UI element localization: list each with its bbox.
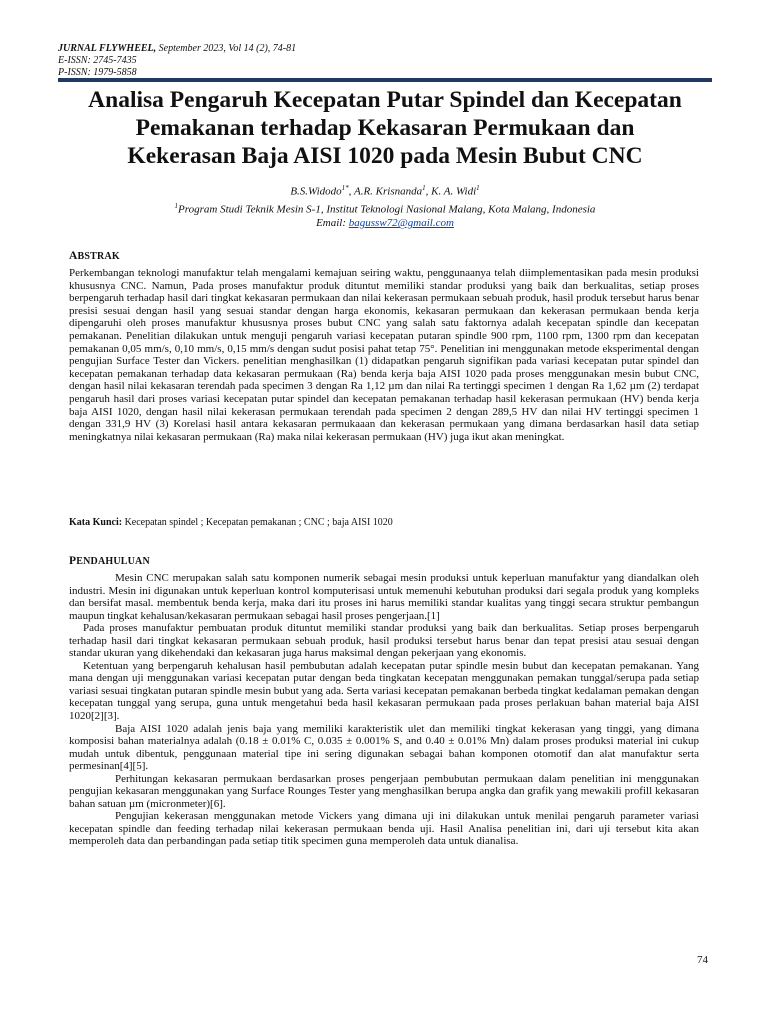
affiliation-marker: 1: [174, 201, 179, 210]
author-block: [58, 181, 712, 230]
title-line: Kekerasan Baja AISI 1020 pada Mesin Bubut CNC: [127, 143, 643, 169]
paragraph: Perhitungan kekasaran permukaan berdasarkan proses pengerjaan pembubutan permukaan dalam penelitian ini menggunakan pengujian kekasaran menggunakan yang Surface Rounges Tester yang menghasilkan berupa angka dan grafik yang mewakili profill kekasaran bahan satuan µm (micronmeter)[6].: [69, 772, 699, 810]
keywords: [69, 517, 699, 529]
eissn: E-ISSN: 2745-7435: [58, 55, 137, 66]
author-marker: 1: [476, 184, 480, 192]
author-marker: 1: [422, 184, 426, 192]
page-number: 74: [697, 954, 708, 966]
abstract-text: Perkembangan teknologi manufaktur telah mengalami kemajuan seiring waktu, penggunaanya telah diimplementasikan pada mesin produksi khususnya CNC. Namun, Pada proses manufaktur produk dituntut memiliki standar produksi yang baik dan berkualitas, setiap proses berpengaruh terhadap hasil dari tingkat kekasaran permukaan dan nilai kekerasan permukaan sebuah produk, hasil produk tersebut harus benar presisi sesuai dengan hasil yang sesuai standar dengan harga ekonomis, kekasaran permukaan dan kekerasan permukaan benda kerja dipengaruhi oleh proses manufaktur khususnya proses bubut CNC yang salah satu faktornya adalah kecepatan spindle dan kecepatan pemakanan. Penelitian dilakukan untuk menguji pengaruh variasi kecepatan putaran spindle 900 rpm, 1100 rpm, 1300 rpm dan kecepatan pemakanan 0,05 mm/s, 0,10 mm/s, 0,15 mm/s dengan sudut posisi pahat tetap 75°. Penelitian ini menggunakan metode eksperimental dengan pengujian Surface Tester dan Vickers. penelitian menghasilkan (1) didapatkan pengaruh signifikan pada variasi kecepatan putar spindel dan kecepatan pemakanan terhadap data kekasaran permukaan (Ra) benda kerja baja AISI 1020 pada proses menggunakan mesin bubut CNC, dengan hasil nilai kekasaran terendah pada specimen 3 dengan Ra 1,12 µm dan nilai Ra tertinggi specimen 1 dengan Ra 1,62 µm (2) terdapat pengaruh hasil dari proses variasi kecepatan putar spindel dan kecepatan pemakanan terhadap hasil kekerasan permukaan (HV) benda kerja baja AISI 1020, dengan hasil nilai kekerasan permukaan terendah pada specimen 2 dengan 289,5 HV dan nilai HV tertinggi specimen 1 dengan 331,9 HV (3) Korelasi hasil antara kekasaran permukaaan dan kekerasan permukaan yang dimana berdasarkan hasil data setiap meningkatnya nilai kekasaran permukaan (Ra) maka nilai kekerasan permukaan (HV) juga ikut akan meningkat.: [69, 267, 699, 443]
affiliation-text: Program Studi Teknik Mesin S-1, Institut Teknologi Nasional Malang, Kota Malang, Indonesia: [178, 203, 596, 216]
author-list: [58, 181, 712, 199]
pissn: P-ISSN: 1979-5858: [58, 67, 137, 78]
paragraph: Pada proses manufaktur pembuatan produk dituntut memiliki standar produksi yang baik dan berkualitas. Setiap proses berpengaruh terhadap hasil dari tingkat kekasaran permukaan sebuah produk, hasil produksi tersebut harus benar dan tepat presisi atau sesuai dengan standar ukuran yang dikehendaki dan kekasaran juga harus maksimal dengan pekerjaan yang ekonomis.: [69, 622, 699, 660]
affiliation: [58, 199, 712, 217]
keywords-text: Kecepatan spindel ; Kecepatan pemakanan ; CNC ; baja AISI 1020: [122, 517, 393, 528]
email-line: [58, 216, 712, 230]
author-marker: 1*: [341, 184, 349, 192]
email-label: Email:: [316, 217, 349, 230]
title-line: Analisa Pengaruh Kecepatan Putar Spindel dan Kecepatan: [88, 87, 682, 113]
paper-title: [40, 86, 730, 170]
intro-heading: [69, 555, 150, 567]
intro-body: [69, 572, 699, 848]
email-link[interactable]: bagussw72@gmail.com: [348, 217, 454, 230]
author-name: , K. A. Widi: [425, 185, 477, 198]
journal-header: [58, 43, 296, 79]
heading-initial: P: [69, 555, 77, 567]
author-name: B.S.Widodo: [290, 185, 342, 198]
keywords-label: Kata Kunci:: [69, 517, 123, 528]
heading-initial: A: [69, 250, 78, 262]
heading-rest: BSTRAK: [77, 251, 120, 262]
journal-name: JURNAL FLYWHEEL,: [58, 43, 157, 54]
header-rule: [58, 78, 712, 82]
paragraph: Pengujian kekerasan menggunakan metode Vickers yang dimana uji ini dilakukan untuk menilai pengaruh parameter variasi kecepatan spindle dan feeding terhadap nilai kekerasan permukaan benda uji. Hasil Analisa penelitian ini, dari uji tersebut kita akan memperoleh data dan perbandingan pada setiap titik specimen guna memperoleh data untuk dianalisa.: [69, 810, 699, 848]
abstract-heading: [69, 250, 120, 262]
author-name: , A.R. Krisnanda: [348, 185, 423, 198]
paragraph: Baja AISI 1020 adalah jenis baja yang memiliki karakteristik ulet dan memiliki tingkat kekerasan yang tinggi, yang dimana komposisi bahan materialnya adalah (0.18 ± 0.01% C, 0.035 ± 0.001% S, and 0.40 ± 0.01% Mn) dalam proses produksi material ini cukup mudah untuk dibentuk, penggunaan material tipe ini sering digunakan sebagai bahan komponen otomotif dan alat manufaktur serta permesinan[4][5].: [69, 722, 699, 773]
heading-rest: ENDAHULUAN: [76, 556, 150, 567]
title-line: Pemakanan terhadap Kekasaran Permukaan dan: [135, 115, 635, 141]
journal-issue: September 2023, Vol 14 (2), 74-81: [156, 43, 297, 54]
paragraph: Mesin CNC merupakan salah satu komponen numerik sebagai mesin produksi untuk keperluan manufaktur yang diandalkan oleh industri. Mesin ini digunakan untuk keperluan kontrol komputerisasi untuk memenuhi kebutuhan produksi dari segala produk yang kompleks dan bersifat masal. membentuk benda kerja, maka dari itu proses ini harus memiliki standar kualitas yang tinggi secara struktur pembangun maupun tingkat kehalusan/kekasaran permukaan sebagai hasil proses pengerjaan.[1]: [69, 572, 699, 622]
paragraph: Ketentuan yang berpengaruh kehalusan hasil pembubutan adalah kecepatan putar spindle mesin bubut dan kecepatan pemakanan. Yang mana dengan uji menggunakan variasi kecepatan putar dengan beda tingkatan kecepatan menggunakan pemakan tunggal/serupa pada setiap variasi sesuai tingkatan putaran spindle mesin bubut yang ada. Serta variasi kecepatan pemakanan berbeda tingkat kedalaman pemakan dengan kecepatan tunggal yang serupa, guna untuk mengetahui beda hasil kekasaran permukaan pada proses perlakuan bahan material baja AISI 1020[2][3].: [69, 659, 699, 723]
